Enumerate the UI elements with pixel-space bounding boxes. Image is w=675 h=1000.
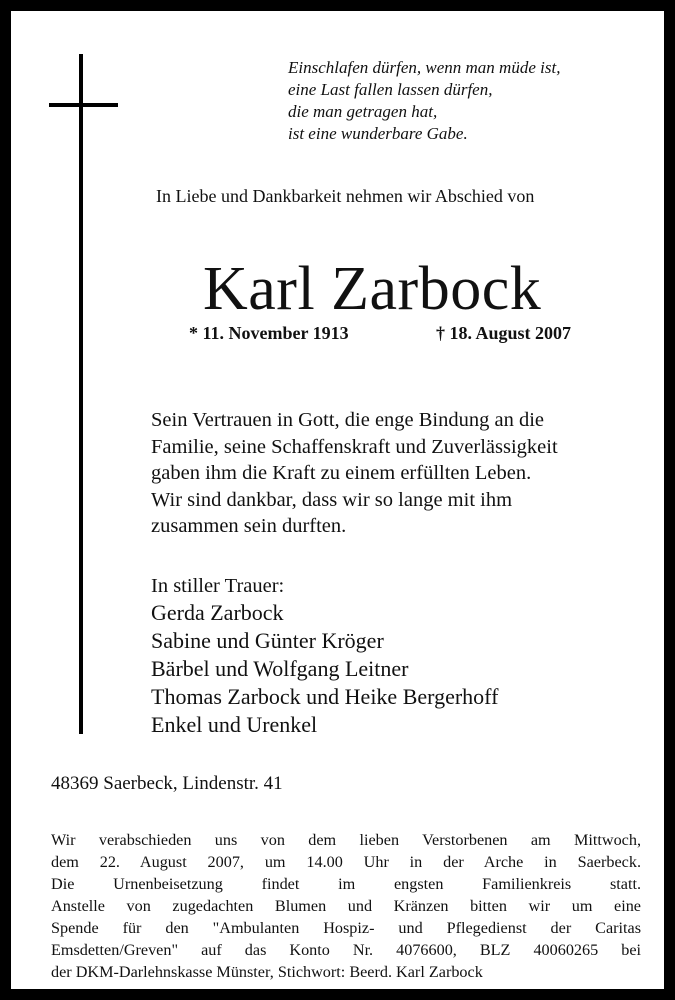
notice-line: Emsdetten/Greven" auf das Konto Nr. 4076600, BLZ 40060265 bei	[51, 941, 641, 959]
notice-line: Anstelle von zugedachten Blumen und Kränzen bitten wir um eine	[51, 897, 641, 915]
notice-line: Spende für den "Ambulanten Hospiz- und Pflegedienst der Caritas	[51, 919, 641, 937]
birth-date: * 11. November 1913	[189, 323, 349, 343]
mourner: Sabine und Günter Kröger	[151, 628, 384, 653]
funeral-notice	[51, 829, 641, 983]
mourning-label: In stiller Trauer:	[151, 575, 285, 597]
tribute-line: Familie, seine Schaffenskraft und Zuverlässigkeit	[151, 435, 558, 458]
cross-icon-bar	[49, 103, 118, 107]
tribute-line: Wir sind dankbar, dass wir so lange mit ihm	[151, 488, 513, 511]
family-address: 48369 Saerbeck, Lindenstr. 41	[51, 773, 283, 794]
mourner: Bärbel und Wolfgang Leitner	[151, 656, 409, 681]
mourners-list	[151, 599, 498, 739]
mourner: Gerda Zarbock	[151, 600, 284, 625]
poem-line: eine Last fallen lassen dürfen,	[288, 80, 493, 99]
poem-line: ist eine wunderbare Gabe.	[288, 124, 468, 143]
poem-line: Einschlafen dürfen, wenn man müde ist,	[288, 58, 561, 77]
notice-line: der DKM-Darlehnskasse Münster, Stichwort: Beerd. Karl Zarbock	[51, 963, 483, 981]
deceased-name: Karl Zarbock	[203, 255, 542, 323]
farewell-intro: In Liebe und Dankbarkeit nehmen wir Abschied von	[156, 186, 535, 206]
poem-line: die man getragen hat,	[288, 102, 438, 121]
notice-line: Die Urnenbeisetzung findet im engsten Familienkreis statt.	[51, 875, 641, 893]
tribute-text	[151, 407, 558, 540]
mourner: Enkel und Urenkel	[151, 712, 318, 737]
notice-line: dem 22. August 2007, um 14.00 Uhr in der Arche in Saerbeck.	[51, 853, 641, 871]
notice-line: Wir verabschieden uns von dem lieben Verstorbenen am Mittwoch,	[51, 831, 641, 849]
poem	[288, 57, 560, 145]
tribute-line: zusammen sein durften.	[151, 515, 347, 537]
tribute-line: Sein Vertrauen in Gott, die enge Bindung an die	[151, 409, 545, 431]
death-date: † 18. August 2007	[436, 323, 572, 343]
tribute-line: gaben ihm die Kraft zu einem erfüllten Leben.	[151, 462, 532, 484]
mourner: Thomas Zarbock und Heike Bergerhoff	[151, 684, 499, 709]
cross-icon	[79, 54, 83, 734]
